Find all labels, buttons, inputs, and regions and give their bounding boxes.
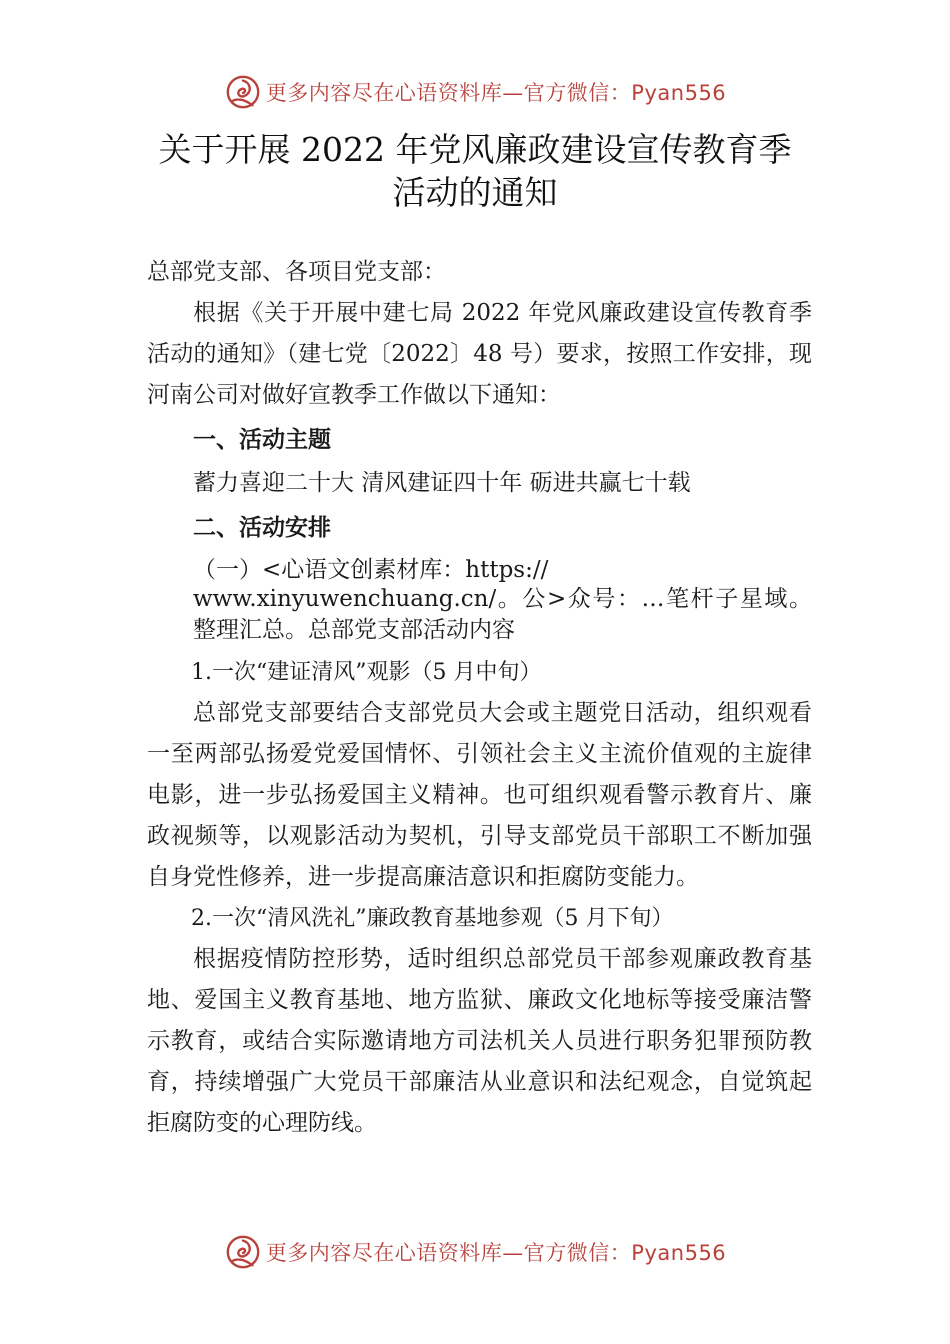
intro-paragraph: 根据《关于开展中建七局 2022 年党风廉政建设宣传教育季活动的通知》（建七党〔2022〕48 号）要求，按照工作安排，现河南公司对做好宣教季工作做以下通知： — [147, 300, 812, 408]
item-1-title: 1.一次“建证清风”观影（5 月中旬） — [191, 660, 542, 685]
item-1-body: 总部党支部要结合支部党员大会或主题党日活动，组织观看一至两部弘扬爱党爱国情怀、引领社会主义主流价值观的主旋律电影，进一步弘扬爱国主义精神。也可组织观看警示教育片、廉政视频等，以观影活动为契机，引导支部党员干部职工不断加强自身党性修养，进一步提高廉洁意识和拒腐防变能力。 — [147, 700, 812, 890]
watermark-text: 更多内容尽在心语资料库—官方微信：Pyan556 — [265, 1241, 727, 1265]
theme-text: 蓄力喜迎二十大 清风建证四十年 砺进共赢七十载 — [193, 470, 691, 496]
item-2-body: 根据疫情防控形势，适时组织总部党员干部参观廉政教育基地、爱国主义教育基地、地方监狱、廉政文化地标等接受廉洁警示教育，或结合实际邀请地方司法机关人员进行职务犯罪预防教育，持续增强广大党员干部廉洁从业意识和法纪观念，自觉筑起拒腐防变的心理防线。 — [147, 946, 812, 1136]
title-line-2: 活动的通知 — [392, 173, 558, 212]
salutation: 总部党支部、各项目党支部： — [147, 259, 446, 285]
header-watermark-banner — [0, 70, 950, 114]
document-body — [147, 252, 812, 1144]
section-heading-theme: 一、活动主题 — [193, 427, 331, 453]
section-heading-arrangement: 二、活动安排 — [193, 515, 331, 541]
subsection-heading-line-2: www.xinyuwenchuang.cn/。公>众号：…笔杆子星域。整理汇总。总部党支部活动内容 — [193, 586, 812, 643]
watermark-text: 更多内容尽在心语资料库—官方微信：Pyan556 — [265, 81, 727, 105]
subsection-heading-line-1: （一）<心语文创素材库：https:// — [193, 557, 549, 583]
footer-watermark-banner — [0, 1230, 950, 1274]
item-2-title: 2.一次“清风洗礼”廉政教育基地参观（5 月下旬） — [191, 906, 674, 931]
rose-swirl-logo-icon — [224, 1233, 262, 1271]
document-title — [60, 128, 890, 214]
title-line-1: 关于开展 2022 年党风廉政建设宣传教育季 — [158, 130, 792, 169]
rose-swirl-logo-icon — [224, 73, 262, 111]
